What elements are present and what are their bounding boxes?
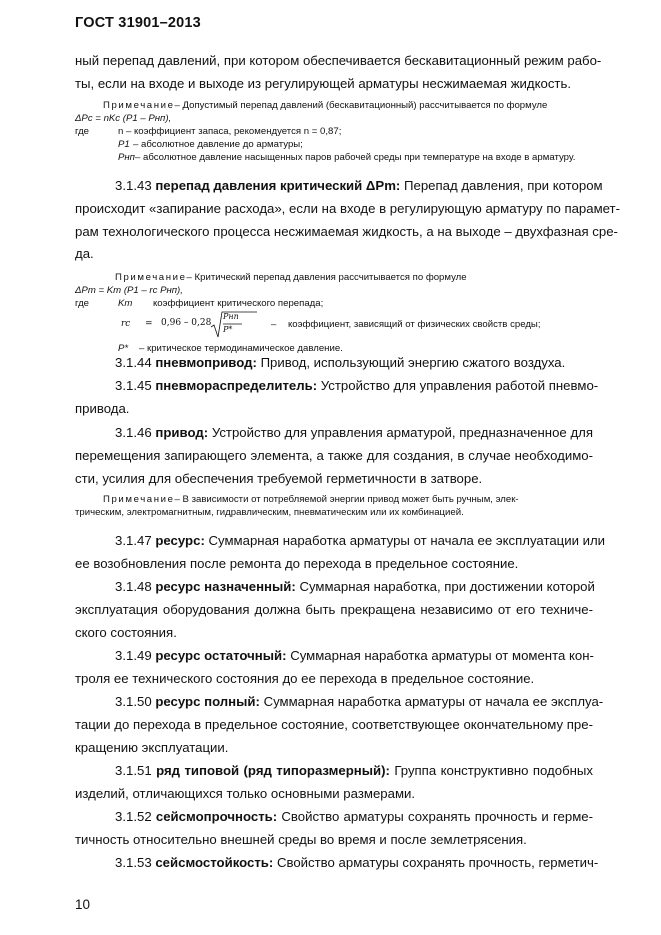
text-line: Устройство для управления арматурой, предназначенное для [211, 425, 593, 440]
term-title: пневмораспределитель: [155, 378, 318, 393]
text-line: ты, если на входе и выходе из регулирующей арматуры несжимаемая жидкость. [75, 75, 572, 91]
term-3-1-45 [75, 375, 599, 421]
text-line: Перепад давления, при котором [404, 178, 603, 193]
term-title: сейсмостойкость: [155, 855, 274, 870]
term-number: 3.1.49 [115, 648, 152, 663]
document-header: ГОСТ 31901–2013 [75, 15, 201, 31]
note-label: Примечание [103, 100, 175, 111]
note-line: трическим, электромагнитным, гидравлическим, пневматическим или их комбинацией. [75, 507, 464, 518]
term-number: 3.1.46 [115, 425, 152, 440]
term-number: 3.1.51 [115, 763, 152, 778]
term-3-1-46 [75, 422, 593, 490]
term-3-1-50 [75, 691, 604, 759]
term-3-1-44 [75, 352, 593, 375]
text-line: Устройство для управления работой пневмо- [320, 378, 599, 393]
note-drive-types [75, 493, 593, 519]
equals-sign: = [145, 319, 153, 329]
text-line: Свойство арматуры сохранять прочность, герметич- [276, 855, 599, 870]
text-line: Суммарная наработка арматуры от начала ее эксплуатации или [208, 533, 606, 548]
fraction-numerator: Pнп [223, 312, 239, 321]
paragraph-continuation [75, 50, 602, 96]
text-line: троля ее технического состояния до ее перехода в предельное состояние. [75, 670, 535, 686]
term-3-1-51 [75, 760, 593, 806]
text-line: ее возобновления после ремонта до перехода в предельное состояние. [75, 555, 519, 571]
text-line: Суммарная наработка, при достижении которой [299, 579, 595, 594]
term-number: 3.1.45 [115, 378, 152, 393]
term-3-1-43 [75, 175, 620, 266]
text-line: Привод, использующий энергию сжатого воздуха. [260, 355, 566, 370]
term-title: сейсмопрочность: [155, 809, 278, 824]
page-number: 10 [75, 897, 91, 912]
term-number: 3.1.48 [115, 579, 152, 594]
note-permissible-drop [75, 99, 593, 164]
note-label: Примечание [103, 494, 175, 505]
symbol: Km [118, 298, 133, 309]
term-3-1-48 [75, 576, 593, 644]
term-3-1-49 [75, 645, 593, 691]
term-title: перепад давления критический ΔPm: [155, 178, 401, 193]
term-number: 3.1.52 [115, 809, 152, 824]
text-line: кращению эксплуатации. [75, 739, 229, 755]
term-title: пневмопривод: [155, 355, 257, 370]
text-line: сти, усилия для обеспечения требуемой герметичности в затворе. [75, 470, 483, 486]
note-line: – абсолютное давление насыщенных паров рабочей среды при температуре на входе в арматуру. [135, 152, 576, 163]
note-line: n – коэффициент запаса, рекомендуется n = 0,87; [118, 126, 342, 137]
text-line: Суммарная наработка арматуры от момента кон- [290, 648, 594, 663]
term-title: ресурс: [155, 533, 205, 548]
term-number: 3.1.50 [115, 694, 152, 709]
text-line: происходит «запирание расхода», если на входе в регулирующую арматуру по парамет- [75, 200, 620, 216]
note-line: – абсолютное давление до арматуры; [133, 139, 303, 150]
term-title: ресурс назначенный: [155, 579, 296, 594]
where-label: где [75, 126, 90, 137]
term-number: 3.1.44 [115, 355, 152, 370]
text-line: Суммарная наработка арматуры от начала ее эксплуа- [263, 694, 604, 709]
text-line: рам технологического процесса несжимаемая жидкость, а на выходе – двухфазная сре- [75, 223, 618, 239]
formula: ΔPc = nKc (P1 – Pнп), [75, 113, 172, 124]
where-label: где [75, 298, 90, 309]
note-critical-drop [75, 271, 593, 355]
term-title: ресурс полный: [155, 694, 260, 709]
note-line: коэффициент, зависящий от физических свойств среды; [288, 319, 541, 330]
term-number: 3.1.47 [115, 533, 152, 548]
symbol: Pнп [118, 152, 135, 163]
text-line: Свойство арматуры сохранять прочность и герме- [281, 809, 593, 824]
note-label: Примечание [115, 272, 187, 283]
formula: ΔPm = Km (P1 – rc Pнп), [75, 285, 183, 296]
term-3-1-52 [75, 806, 593, 852]
text-line: ный перепад давлений, при котором обеспечивается бескавитационный режим рабо- [75, 53, 602, 68]
note-text: – Допустимый перепад давлений (бескавитационный) рассчитывается по формуле [174, 100, 548, 111]
symbol: P1 [118, 139, 130, 150]
term-3-1-47 [75, 530, 606, 576]
note-line: – критическое термодинамическое давление. [139, 343, 343, 354]
text-line: перемещения запирающего элемента, а также для создания, в случае необходимо- [75, 447, 593, 463]
note-line: коэффициент критического перепада; [153, 298, 324, 309]
dash: – [271, 319, 277, 330]
symbol: rc [121, 319, 131, 329]
text-line: эксплуатация оборудования должна быть прекращена независимо от его техниче- [75, 601, 593, 617]
term-number: 3.1.53 [115, 855, 152, 870]
text-line: тичность относительно внешней среды во время и после землетрясения. [75, 831, 527, 847]
term-title: ресурс остаточный: [155, 648, 287, 663]
formula-rc [75, 310, 593, 340]
text-line: ского состояния. [75, 624, 177, 640]
text-line: Группа конструктивно подобных [394, 763, 593, 778]
note-text: – Критический перепад давления рассчитывается по формуле [186, 272, 467, 283]
text-line: да. [75, 246, 94, 262]
symbol: P* [118, 343, 129, 354]
text-line: изделий, отличающихся только основными размерами. [75, 785, 416, 801]
fraction-denominator: P* [223, 325, 233, 334]
formula-expression: 0,96 – 0,28 [161, 318, 212, 328]
term-title: привод: [155, 425, 209, 440]
term-title: ряд типовой (ряд типоразмерный): [156, 763, 390, 778]
term-3-1-53 [75, 852, 599, 875]
text-line: привода. [75, 400, 130, 416]
note-text: – В зависимости от потребляемой энергии привод может быть ручным, элек- [174, 494, 519, 505]
term-number: 3.1.43 [115, 178, 152, 193]
text-line: тации до перехода в предельное состояние, соответствующее окончательному пре- [75, 716, 593, 732]
